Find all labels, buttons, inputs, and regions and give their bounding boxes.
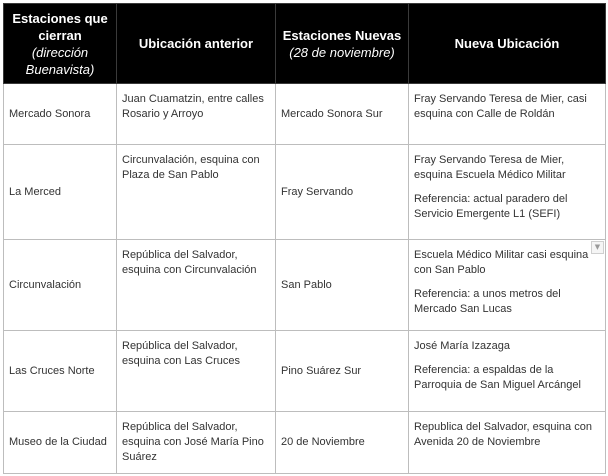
station-cell: Mercado Sonora bbox=[4, 84, 117, 145]
previous-location-cell: República del Salvador, esquina con Las Cruces bbox=[117, 331, 276, 412]
station-cell: Circunvalación bbox=[4, 240, 117, 331]
new-location-cell bbox=[409, 331, 606, 412]
previous-location-cell: República del Salvador, esquina con José María Pino Suárez bbox=[117, 412, 276, 474]
header-closing-stations-subtitle: (dirección Buenavista) bbox=[25, 44, 95, 77]
header-new-stations-title: Estaciones Nuevas bbox=[282, 27, 402, 43]
new-location-text: Republica del Salvador, esquina con Avenida 20 de Noviembre bbox=[414, 421, 592, 448]
new-location-text: Fray Servando Teresa de Mier, casi esquina con Calle de Roldán bbox=[414, 93, 587, 120]
table-row bbox=[4, 84, 606, 145]
new-station-cell: Fray Servando bbox=[276, 145, 409, 240]
chevron-down-icon[interactable]: ▼ bbox=[591, 241, 604, 254]
header-previous-location: Ubicación anterior bbox=[117, 4, 276, 84]
new-station-cell: Pino Suárez Sur bbox=[276, 331, 409, 412]
new-location-reference: Referencia: a unos metros del Mercado San Lucas bbox=[414, 288, 561, 315]
new-location-cell bbox=[409, 240, 606, 331]
previous-location-cell: Circunvalación, esquina con Plaza de San Pablo bbox=[117, 145, 276, 240]
previous-location-cell: Juan Cuamatzin, entre calles Rosario y Arroyo bbox=[117, 84, 276, 145]
new-location-cell bbox=[409, 84, 606, 145]
new-station-cell: 20 de Noviembre bbox=[276, 412, 409, 474]
new-location-text: José María Izazaga bbox=[414, 340, 510, 352]
new-station-cell: San Pablo bbox=[276, 240, 409, 331]
new-location-cell bbox=[409, 412, 606, 474]
header-row bbox=[4, 4, 606, 84]
new-station-cell: Mercado Sonora Sur bbox=[276, 84, 409, 145]
new-location-cell bbox=[409, 145, 606, 240]
previous-location-cell: República del Salvador, esquina con Circunvalación bbox=[117, 240, 276, 331]
new-location-reference: Referencia: a espaldas de la Parroquia de San Miguel Arcángel bbox=[414, 364, 581, 391]
station-cell: La Merced bbox=[4, 145, 117, 240]
new-location-text: Fray Servando Teresa de Mier, esquina Escuela Médico Militar bbox=[414, 154, 566, 181]
stations-table-container bbox=[3, 3, 605, 473]
station-cell: Las Cruces Norte bbox=[4, 331, 117, 412]
station-cell: Museo de la Ciudad bbox=[4, 412, 117, 474]
table-row bbox=[4, 145, 606, 240]
header-new-location: Nueva Ubicación bbox=[409, 4, 606, 84]
header-new-stations bbox=[276, 4, 409, 84]
header-closing-stations bbox=[4, 4, 117, 84]
new-location-text: Escuela Médico Militar casi esquina con San Pablo bbox=[414, 249, 589, 276]
table-row bbox=[4, 240, 606, 331]
header-closing-stations-title: Estaciones que cierran bbox=[12, 10, 108, 43]
table-row bbox=[4, 331, 606, 412]
stations-table bbox=[3, 3, 606, 474]
header-new-stations-subtitle: (28 de noviembre) bbox=[289, 44, 395, 60]
table-row bbox=[4, 412, 606, 474]
new-location-reference: Referencia: actual paradero del Servicio Emergente L1 (SEFI) bbox=[414, 193, 568, 220]
